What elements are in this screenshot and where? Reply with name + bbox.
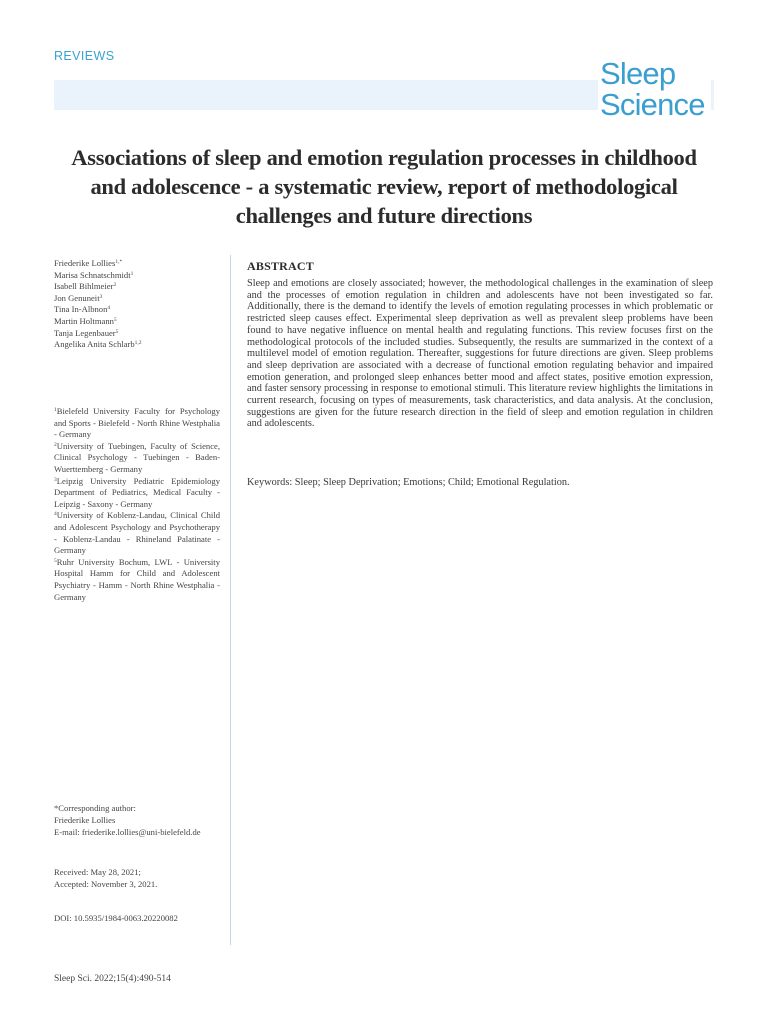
author [54,270,224,282]
article-dates [54,866,224,890]
citation-footer: Sleep Sci. 2022;15(4):490-514 [54,974,171,984]
affiliation [54,476,220,511]
author-affiliation-marker: 3 [99,293,103,300]
affiliation-text: Leipzig University Pediatric Epidemiology Department of Pediatrics, Medical Faculty - Leipzig - Saxony - Germany [54,475,220,509]
journal-logo-line-2: Science [600,87,705,122]
affiliation [54,510,220,556]
corresponding-author [54,802,224,838]
received-date: Received: May 28, 2021; [54,867,141,877]
affiliation-marker: 2 [54,441,57,448]
affiliation-marker: 1 [54,407,57,413]
author [54,281,224,293]
corresponding-email[interactable]: E-mail: friederike.lollies@uni-bielefeld.de [54,827,201,837]
author [54,258,224,270]
affiliation-marker: 4 [54,511,57,518]
author-name: Martin Holtmann [54,315,114,326]
author-affiliation-marker: 4 [107,305,111,312]
affiliation-text: University of Tuebingen, Faculty of Science, Clinical Psychology - Tuebingen - Baden-Wuerttemberg - Germany [54,440,220,474]
author-affiliation-marker: 5 [115,328,119,335]
author-name: Tina In-Albnon [54,304,108,315]
abstract-heading: ABSTRACT [247,259,314,273]
author-name: Marisa Schnatschmidt [54,269,131,280]
author-affiliation-marker: 1 [130,270,134,277]
author-name: Isabell Bihlmeier [54,281,114,292]
author [54,328,224,340]
author-list [54,258,224,351]
author-affiliation-marker: 1,* [115,259,123,265]
affiliation [54,557,220,603]
corresponding-name: Friederike Lollies [54,815,116,825]
corresponding-label: *Corresponding author: [54,803,136,813]
author-name: Angelika Anita Schlarb [54,339,135,350]
author-affiliation-marker: 5 [113,316,117,323]
affiliation [54,406,220,441]
keywords: Keywords: Sleep; Sleep Deprivation; Emotions; Child; Emotional Regulation. [247,477,570,488]
author [54,304,224,316]
affiliation-marker: 3 [54,476,57,483]
author-name: Friederike Lollies [54,258,116,268]
doi-link[interactable]: DOI: 10.5935/1984-0063.20220082 [54,913,178,923]
section-label: REVIEWS [54,49,115,63]
accepted-date: Accepted: November 3, 2021. [54,879,158,889]
affiliation-text: University of Koblenz-Landau, Clinical Child and Adolescent Psychology and Psychotherapy - Koblenz-Landau - Rhineland Palatinate - Germany [54,510,220,556]
author-affiliation-marker: 2 [113,282,117,289]
affiliation-text: Ruhr University Bochum, LWL - University Hospital Hamm for Child and Adolescent Psychiatry - Hamm - North Rhine Westphalia - Germany [54,556,220,602]
article-title: Associations of sleep and emotion regulation processes in childhood and adolescence - a systematic review, report of methodological challenges and future directions [71,145,697,228]
affiliation-text: Bielefeld University Faculty for Psychology and Sports - Bielefeld - North Rhine Westphalia - Germany [54,406,220,440]
affiliation [54,441,220,476]
author-name: Jon Genuneit [54,292,100,303]
author [54,293,224,305]
author-name: Tanja Legenbauer [54,327,116,338]
abstract-text: Sleep and emotions are closely associated; however, the methodological challenges in the examination of sleep and the processes of emotion regulation in children and adolescents have not been investigated so far. Additionally, there is the demand to identify the levels of emotion regulating processes in which problematic or restricted sleep causes effect. Experimental sleep deprivation as well as prevalent sleep problems have been found to have negative influence on mental health and regulating functions. This review focuses first on the methodological protocols of the included studies. Subsequently, the results are summarized in the context of a multilevel model of emotion regulation. Thereafter, suggestions for future directions are given. Sleep problems and sleep deprivation are associated with a decrease of functional emotion regulating behavior and impaired emotion generation, and prolonged sleep enhances better mood and affect states, positive emotion expression, and faster sensory processing in response to emotional stimuli. This literature review highlights the limitations in current research, focusing on types of measurements, task characteristics, and data analysis. At the conclusion, suggestions are given for the future research direction in the field of sleep and emotion regulation in children and adolescents. [247,278,713,430]
author-affiliation-marker: 1,2 [134,340,142,347]
column-divider [230,255,231,945]
journal-logo-line-1: Sleep [600,56,676,91]
affiliation-marker: 5 [54,557,57,564]
affiliation-list [54,406,220,603]
journal-logo [598,58,711,120]
author [54,316,224,328]
author [54,339,224,351]
